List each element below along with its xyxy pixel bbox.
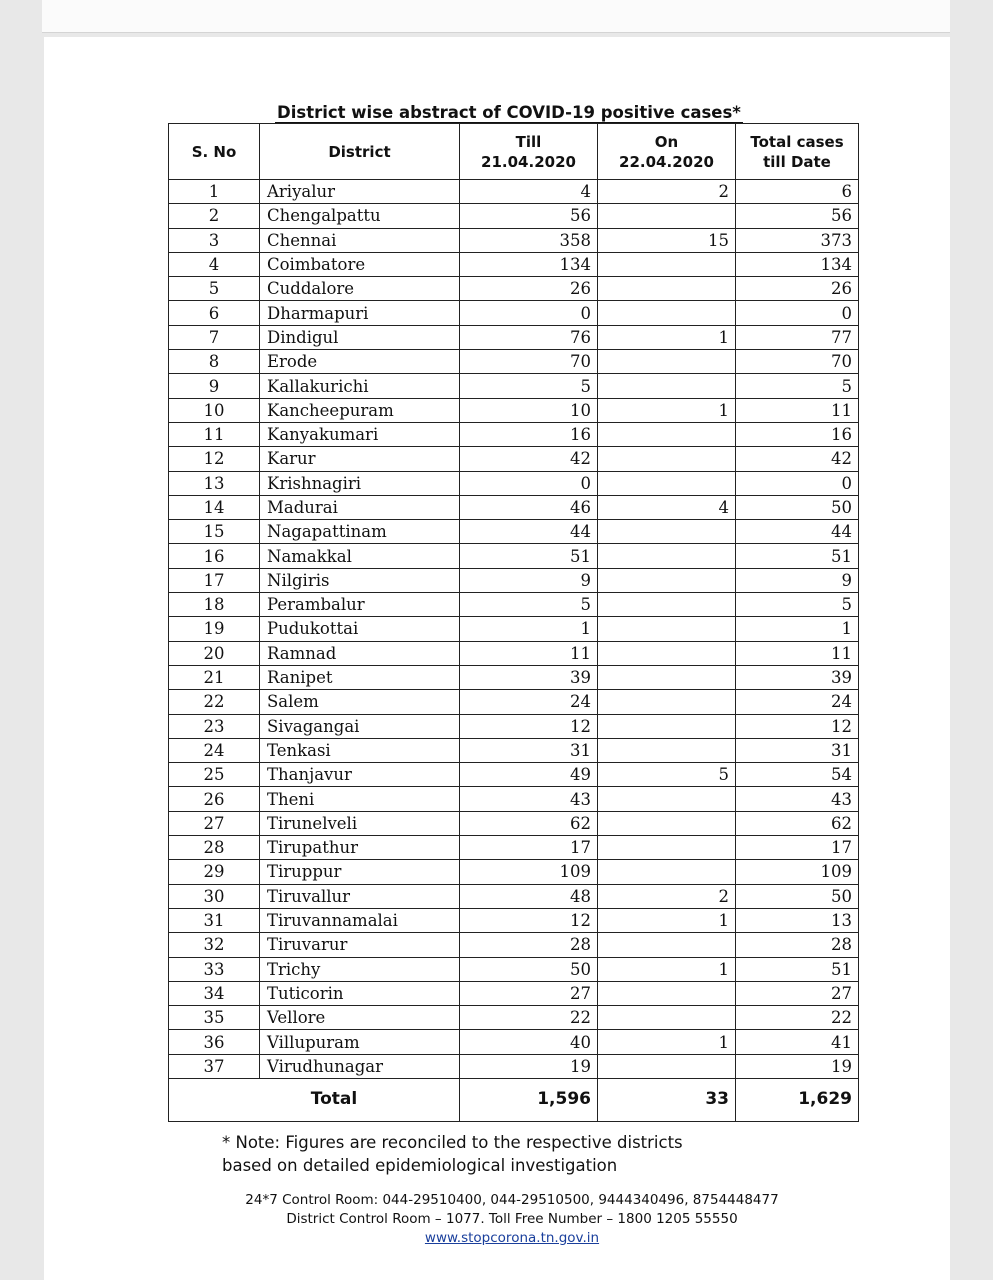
row-district: Salem	[260, 690, 460, 714]
row-district: Tiruppur	[260, 860, 460, 884]
table-row	[169, 908, 859, 932]
row-total: 77	[736, 325, 859, 349]
row-district: Vellore	[260, 1006, 460, 1030]
row-on	[598, 641, 736, 665]
row-district: Namakkal	[260, 544, 460, 568]
row-on	[598, 204, 736, 228]
row-sno: 27	[169, 811, 260, 835]
table-row	[169, 301, 859, 325]
row-district: Ranipet	[260, 665, 460, 689]
row-sno: 23	[169, 714, 260, 738]
row-district: Coimbatore	[260, 252, 460, 276]
row-district: Chengalpattu	[260, 204, 460, 228]
row-total: 22	[736, 1006, 859, 1030]
table-row	[169, 252, 859, 276]
row-total: 0	[736, 471, 859, 495]
footnote-line-2: based on detailed epidemiological investigation	[222, 1156, 618, 1175]
row-till: 70	[460, 350, 598, 374]
row-on: 1	[598, 398, 736, 422]
row-till: 50	[460, 957, 598, 981]
row-till: 48	[460, 884, 598, 908]
row-sno: 8	[169, 350, 260, 374]
row-till: 9	[460, 568, 598, 592]
header-total	[736, 124, 859, 180]
district-control-line: District Control Room – 1077. Toll Free Number – 1800 1205 55550	[286, 1211, 738, 1227]
row-sno: 25	[169, 763, 260, 787]
row-total: 28	[736, 933, 859, 957]
table-row	[169, 471, 859, 495]
row-total: 6	[736, 180, 859, 204]
row-district: Theni	[260, 787, 460, 811]
table-row	[169, 690, 859, 714]
row-on	[598, 471, 736, 495]
row-district: Madurai	[260, 495, 460, 519]
row-district: Tiruvannamalai	[260, 908, 460, 932]
row-district: Dindigul	[260, 325, 460, 349]
row-total: 9	[736, 568, 859, 592]
row-sno: 36	[169, 1030, 260, 1054]
row-on	[598, 350, 736, 374]
row-total: 5	[736, 593, 859, 617]
row-district: Kallakurichi	[260, 374, 460, 398]
row-district: Krishnagiri	[260, 471, 460, 495]
row-sno: 14	[169, 495, 260, 519]
row-till: 24	[460, 690, 598, 714]
row-on: 1	[598, 957, 736, 981]
row-on	[598, 860, 736, 884]
row-district: Ariyalur	[260, 180, 460, 204]
table-header-row	[169, 124, 859, 180]
row-on	[598, 1006, 736, 1030]
row-sno: 35	[169, 1006, 260, 1030]
row-till: 28	[460, 933, 598, 957]
row-total: 5	[736, 374, 859, 398]
row-sno: 9	[169, 374, 260, 398]
row-till: 4	[460, 180, 598, 204]
row-district: Chennai	[260, 228, 460, 252]
row-till: 42	[460, 447, 598, 471]
row-sno: 29	[169, 860, 260, 884]
row-sno: 16	[169, 544, 260, 568]
table-row	[169, 398, 859, 422]
row-on	[598, 617, 736, 641]
header-on-date: 22.04.2020	[619, 152, 714, 171]
row-sno: 1	[169, 180, 260, 204]
row-district: Perambalur	[260, 593, 460, 617]
table-row	[169, 811, 859, 835]
total-till: 1,596	[460, 1078, 598, 1121]
table-row	[169, 204, 859, 228]
row-till: 0	[460, 301, 598, 325]
row-till: 109	[460, 860, 598, 884]
row-sno: 2	[169, 204, 260, 228]
row-total: 54	[736, 763, 859, 787]
row-on: 15	[598, 228, 736, 252]
row-till: 22	[460, 1006, 598, 1030]
header-total-label: Total cases	[750, 132, 844, 151]
row-till: 46	[460, 495, 598, 519]
row-total: 31	[736, 738, 859, 762]
previous-page-edge	[42, 0, 950, 33]
table-row	[169, 933, 859, 957]
row-on: 2	[598, 884, 736, 908]
row-till: 56	[460, 204, 598, 228]
cases-table	[168, 123, 859, 1122]
row-till: 0	[460, 471, 598, 495]
table-row	[169, 617, 859, 641]
row-on: 1	[598, 325, 736, 349]
row-total: 70	[736, 350, 859, 374]
row-total: 16	[736, 422, 859, 446]
row-on	[598, 374, 736, 398]
row-on	[598, 1054, 736, 1078]
table-row	[169, 1030, 859, 1054]
row-till: 49	[460, 763, 598, 787]
row-total: 11	[736, 641, 859, 665]
table-row	[169, 422, 859, 446]
row-sno: 10	[169, 398, 260, 422]
row-till: 134	[460, 252, 598, 276]
footnote-line-1: * Note: Figures are reconciled to the respective districts	[222, 1133, 683, 1152]
row-total: 373	[736, 228, 859, 252]
title-text: District wise abstract of COVID-19 positive cases*	[277, 103, 741, 122]
row-district: Pudukottai	[260, 617, 460, 641]
row-sno: 24	[169, 738, 260, 762]
row-total: 109	[736, 860, 859, 884]
table-row	[169, 495, 859, 519]
row-on	[598, 690, 736, 714]
row-till: 76	[460, 325, 598, 349]
table-row	[169, 665, 859, 689]
header-sno: S. No	[169, 124, 260, 180]
row-till: 19	[460, 1054, 598, 1078]
table-row	[169, 957, 859, 981]
row-on	[598, 447, 736, 471]
row-on	[598, 277, 736, 301]
row-total: 27	[736, 981, 859, 1005]
table-row	[169, 763, 859, 787]
row-total: 134	[736, 252, 859, 276]
row-sno: 17	[169, 568, 260, 592]
table-row	[169, 593, 859, 617]
row-on	[598, 665, 736, 689]
row-on: 1	[598, 1030, 736, 1054]
row-sno: 18	[169, 593, 260, 617]
row-total: 19	[736, 1054, 859, 1078]
row-sno: 31	[169, 908, 260, 932]
row-on	[598, 811, 736, 835]
row-sno: 3	[169, 228, 260, 252]
row-on	[598, 252, 736, 276]
table-row	[169, 277, 859, 301]
row-till: 12	[460, 714, 598, 738]
table-row	[169, 981, 859, 1005]
contact-info	[170, 1191, 854, 1248]
total-row	[169, 1078, 859, 1121]
table-row	[169, 787, 859, 811]
row-sno: 6	[169, 301, 260, 325]
row-on: 1	[598, 908, 736, 932]
total-on: 33	[598, 1078, 736, 1121]
row-total: 56	[736, 204, 859, 228]
table-row	[169, 350, 859, 374]
row-till: 26	[460, 277, 598, 301]
table-row	[169, 447, 859, 471]
row-district: Karur	[260, 447, 460, 471]
row-sno: 20	[169, 641, 260, 665]
row-till: 62	[460, 811, 598, 835]
row-total: 41	[736, 1030, 859, 1054]
table-row	[169, 520, 859, 544]
row-on	[598, 787, 736, 811]
row-till: 39	[460, 665, 598, 689]
row-total: 12	[736, 714, 859, 738]
row-district: Trichy	[260, 957, 460, 981]
table-row	[169, 836, 859, 860]
row-on	[598, 422, 736, 446]
row-sno: 11	[169, 422, 260, 446]
control-room-line: 24*7 Control Room: 044-29510400, 044-29510500, 9444340496, 8754448477	[245, 1192, 779, 1208]
row-district: Tuticorin	[260, 981, 460, 1005]
row-district: Villupuram	[260, 1030, 460, 1054]
row-sno: 19	[169, 617, 260, 641]
row-sno: 34	[169, 981, 260, 1005]
row-sno: 30	[169, 884, 260, 908]
row-district: Sivagangai	[260, 714, 460, 738]
row-till: 10	[460, 398, 598, 422]
row-on: 5	[598, 763, 736, 787]
row-district: Tirunelveli	[260, 811, 460, 835]
table-row	[169, 325, 859, 349]
row-till: 11	[460, 641, 598, 665]
row-sno: 33	[169, 957, 260, 981]
table-row	[169, 1006, 859, 1030]
row-district: Tenkasi	[260, 738, 460, 762]
row-sno: 21	[169, 665, 260, 689]
row-total: 50	[736, 884, 859, 908]
row-total: 50	[736, 495, 859, 519]
row-sno: 4	[169, 252, 260, 276]
table-row	[169, 180, 859, 204]
table-row	[169, 228, 859, 252]
row-on	[598, 544, 736, 568]
row-till: 12	[460, 908, 598, 932]
row-district: Thanjavur	[260, 763, 460, 787]
table-row	[169, 860, 859, 884]
row-district: Tiruvarur	[260, 933, 460, 957]
row-total: 11	[736, 398, 859, 422]
row-total: 44	[736, 520, 859, 544]
row-on	[598, 520, 736, 544]
header-till	[460, 124, 598, 180]
row-on	[598, 593, 736, 617]
row-total: 0	[736, 301, 859, 325]
total-total: 1,629	[736, 1078, 859, 1121]
row-on	[598, 981, 736, 1005]
row-till: 51	[460, 544, 598, 568]
row-till: 44	[460, 520, 598, 544]
row-district: Ramnad	[260, 641, 460, 665]
table-row	[169, 884, 859, 908]
header-till-date: 21.04.2020	[481, 152, 576, 171]
row-on	[598, 568, 736, 592]
row-till: 27	[460, 981, 598, 1005]
row-sno: 22	[169, 690, 260, 714]
row-district: Tiruvallur	[260, 884, 460, 908]
row-sno: 37	[169, 1054, 260, 1078]
row-district: Kancheepuram	[260, 398, 460, 422]
header-on-label: On	[654, 132, 679, 151]
row-total: 51	[736, 544, 859, 568]
row-district: Erode	[260, 350, 460, 374]
row-district: Nilgiris	[260, 568, 460, 592]
row-on: 2	[598, 180, 736, 204]
table-row	[169, 714, 859, 738]
row-total: 62	[736, 811, 859, 835]
row-on: 4	[598, 495, 736, 519]
row-sno: 32	[169, 933, 260, 957]
row-till: 1	[460, 617, 598, 641]
row-total: 39	[736, 665, 859, 689]
row-on	[598, 836, 736, 860]
header-till-label: Till	[515, 132, 542, 151]
row-sno: 7	[169, 325, 260, 349]
row-sno: 15	[169, 520, 260, 544]
row-sno: 5	[169, 277, 260, 301]
header-total-sub: till Date	[763, 152, 831, 171]
row-total: 51	[736, 957, 859, 981]
row-total: 43	[736, 787, 859, 811]
row-district: Dharmapuri	[260, 301, 460, 325]
document-title	[170, 103, 848, 122]
table-row	[169, 544, 859, 568]
row-district: Nagapattinam	[260, 520, 460, 544]
website-link[interactable]: www.stopcorona.tn.gov.in	[424, 1230, 600, 1246]
row-on	[598, 714, 736, 738]
row-till: 5	[460, 593, 598, 617]
row-sno: 26	[169, 787, 260, 811]
header-district: District	[260, 124, 460, 180]
row-total: 1	[736, 617, 859, 641]
row-till: 31	[460, 738, 598, 762]
row-till: 16	[460, 422, 598, 446]
row-total: 13	[736, 908, 859, 932]
table-row	[169, 374, 859, 398]
table-row	[169, 568, 859, 592]
row-sno: 12	[169, 447, 260, 471]
row-sno: 13	[169, 471, 260, 495]
row-till: 358	[460, 228, 598, 252]
header-on	[598, 124, 736, 180]
row-district: Kanyakumari	[260, 422, 460, 446]
footnote	[222, 1131, 782, 1177]
row-district: Virudhunagar	[260, 1054, 460, 1078]
row-total: 42	[736, 447, 859, 471]
row-till: 5	[460, 374, 598, 398]
row-till: 43	[460, 787, 598, 811]
row-district: Cuddalore	[260, 277, 460, 301]
row-district: Tirupathur	[260, 836, 460, 860]
row-total: 24	[736, 690, 859, 714]
row-till: 17	[460, 836, 598, 860]
row-total: 26	[736, 277, 859, 301]
row-on	[598, 301, 736, 325]
row-till: 40	[460, 1030, 598, 1054]
row-on	[598, 933, 736, 957]
total-label: Total	[169, 1078, 460, 1121]
row-sno: 28	[169, 836, 260, 860]
row-on	[598, 738, 736, 762]
table-row	[169, 738, 859, 762]
table-row	[169, 1054, 859, 1078]
row-total: 17	[736, 836, 859, 860]
table-row	[169, 641, 859, 665]
